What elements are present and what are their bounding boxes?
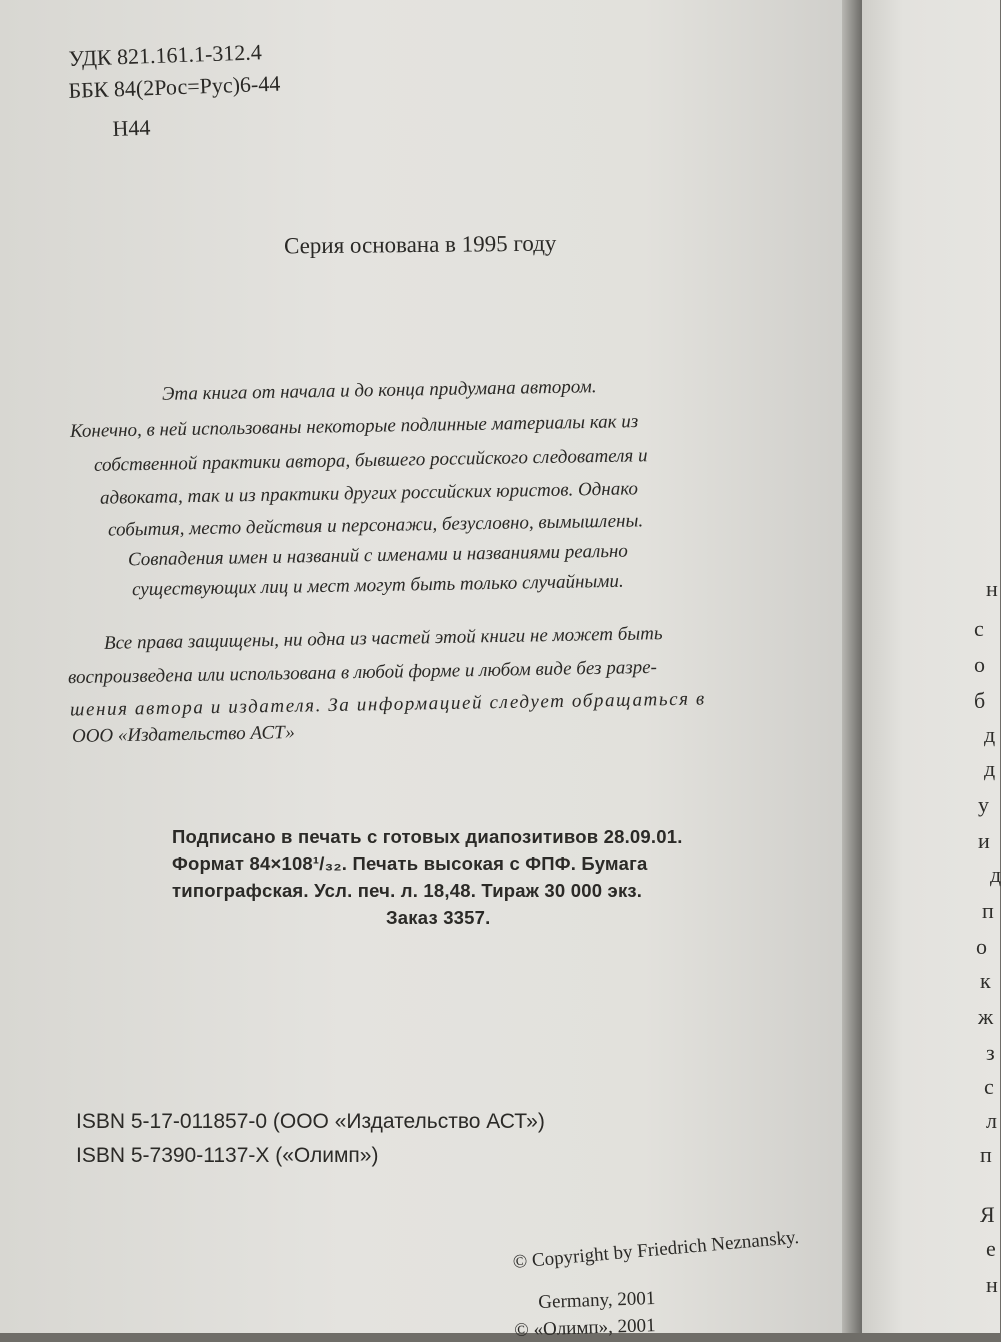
right-page-edge <box>862 0 1000 1333</box>
edge-letter: ж <box>978 1004 994 1029</box>
edge-letter: п <box>980 1142 992 1167</box>
edge-letter: к <box>980 968 991 993</box>
imprint-line: Подписано в печать с готовых диапозитивов 28.09.01. <box>172 826 683 847</box>
rights-line: воспроизведена или использована в любой форме и любом виде без разре- <box>67 656 658 689</box>
edge-letter: и <box>978 828 990 853</box>
edge-letter: о <box>976 934 987 959</box>
isbn-line: ISBN 5-7390-1137-Х («Олимп») <box>76 1144 379 1167</box>
disclaimer-line: Конечно, в ней использованы некоторые подлинные материалы как из <box>69 411 639 442</box>
edge-letter: у <box>978 792 989 817</box>
edge-letter: н <box>986 1272 998 1297</box>
edge-letter: б <box>974 688 986 713</box>
edge-letter: д <box>984 756 996 781</box>
bbk-code: ББК 84(2Рос=Рус)6-44 <box>68 70 281 103</box>
imprint-line: типографская. Усл. печ. л. 18,48. Тираж 30 000 экз. <box>172 880 643 901</box>
disclaimer-line: собственной практики автора, бывшего российского следователя и <box>93 445 648 476</box>
rights-line: шения автора и издателя. За информацией следует обращаться в <box>69 688 706 721</box>
edge-letter: д <box>990 862 1001 887</box>
imprint-line: Формат 84×108¹/₃₂. Печать высокая с ФПФ. Бумага <box>172 853 648 874</box>
disclaimer-line: события, место действия и персонажи, безусловно, вымышлены. <box>107 510 644 541</box>
disclaimer-line: Эта книга от начала и до конца придумана автором. <box>161 376 597 405</box>
copyright-line: Germany, 2001 <box>538 1287 656 1313</box>
edge-letter: л <box>986 1108 997 1133</box>
disclaimer-line: существующих лиц и мест могут быть только случайными. <box>131 570 624 601</box>
author-sign-code: Н44 <box>112 114 151 141</box>
isbn-line: ISBN 5-17-011857-0 (ООО «Издательство АСТ») <box>76 1110 545 1133</box>
edge-letter: д <box>984 722 996 747</box>
series-note: Серия основана в 1995 году <box>283 230 557 259</box>
copyright-line: © Copyright by Friedrich Neznansky. <box>512 1226 800 1273</box>
edge-letter: Я <box>980 1202 995 1227</box>
edge-letter: с <box>984 1074 994 1099</box>
copyright-line: © «Олимп», 2001 <box>514 1315 656 1341</box>
edge-letter: з <box>986 1040 995 1065</box>
edge-letter: о <box>974 652 985 677</box>
edge-letter: с <box>974 616 984 641</box>
rights-line: ООО «Издательство АСТ» <box>71 722 295 747</box>
edge-letter: н <box>986 576 998 601</box>
edge-letter: е <box>986 1236 996 1261</box>
disclaimer-line: адвоката, так и из практики других российских юристов. Однако <box>99 478 639 509</box>
disclaimer-line: Совпадения имен и названий с именами и названиями реально <box>127 540 629 571</box>
edge-letter: п <box>982 898 994 923</box>
udk-code: УДК 821.161.1-312.4 <box>68 39 263 71</box>
rights-line: Все права защищены, ни одна из частей этой книги не может быть <box>103 623 663 654</box>
imprint-line: Заказ 3357. <box>386 907 491 928</box>
